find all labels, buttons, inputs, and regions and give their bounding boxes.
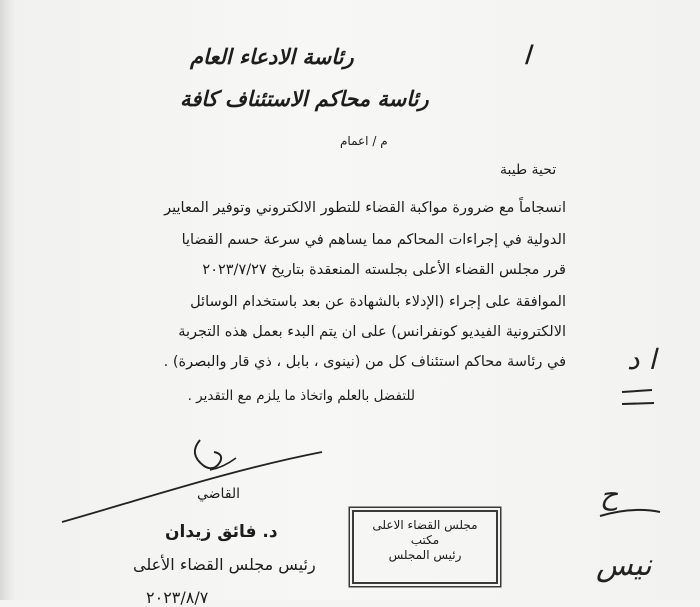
signatory-name: د. فائق زيدان xyxy=(165,522,278,542)
letter-date: ٢٠٢٣/٨/٧ xyxy=(146,588,209,607)
margin-handwriting-3: نيس xyxy=(596,548,652,583)
body-line: الموافقة على إجراء (الإدلاء بالشهادة عن بعد باستخدام الوسائل xyxy=(190,294,566,310)
addressee-line-2: رئاسة محاكم الاستئناف كافة xyxy=(180,86,429,111)
margin-handwriting-2: ح xyxy=(600,478,619,511)
addressee-line-1: رئاسة الادعاء العام xyxy=(190,44,354,69)
body-line: الدولية في إجراءات المحاكم مما يساهم في سرعة حسم القضايا xyxy=(181,232,566,248)
letterhead-slash: / xyxy=(525,40,534,68)
body-line: قرر مجلس القضاء الأعلى بجلسته المنعقدة بتاريخ ٢٠٢٣/٧/٢٧ xyxy=(202,262,566,278)
greeting: تحية طيبة xyxy=(500,162,557,178)
signatory-title: القاضي xyxy=(197,486,241,502)
body-line: الالكترونية الفيديو كونفرانس) على ان يتم البدء بعمل هذه التجربة xyxy=(178,324,566,340)
closing-line: للتفضل بالعلم واتخاذ ما يلزم مع التقدير . xyxy=(187,388,415,404)
margin-handwriting-1: ا د xyxy=(627,343,657,376)
body-line: انسجاماً مع ضرورة مواكبة القضاء للتطور الالكتروني وتوفير المعايير xyxy=(164,200,566,216)
stamp-line-3: رئيس المجلس xyxy=(388,548,462,562)
reference-subject: م / اعمام xyxy=(340,134,388,148)
stamp-line-2: مكتب xyxy=(410,533,440,547)
body-line: في رئاسة محاكم استئناف كل من (نينوى ، بابل ، ذي قار والبصرة) . xyxy=(163,354,566,370)
signatory-position: رئيس مجلس القضاء الأعلى xyxy=(133,555,316,574)
stamp-line-1: مجلس القضاء الاعلى xyxy=(372,518,478,532)
